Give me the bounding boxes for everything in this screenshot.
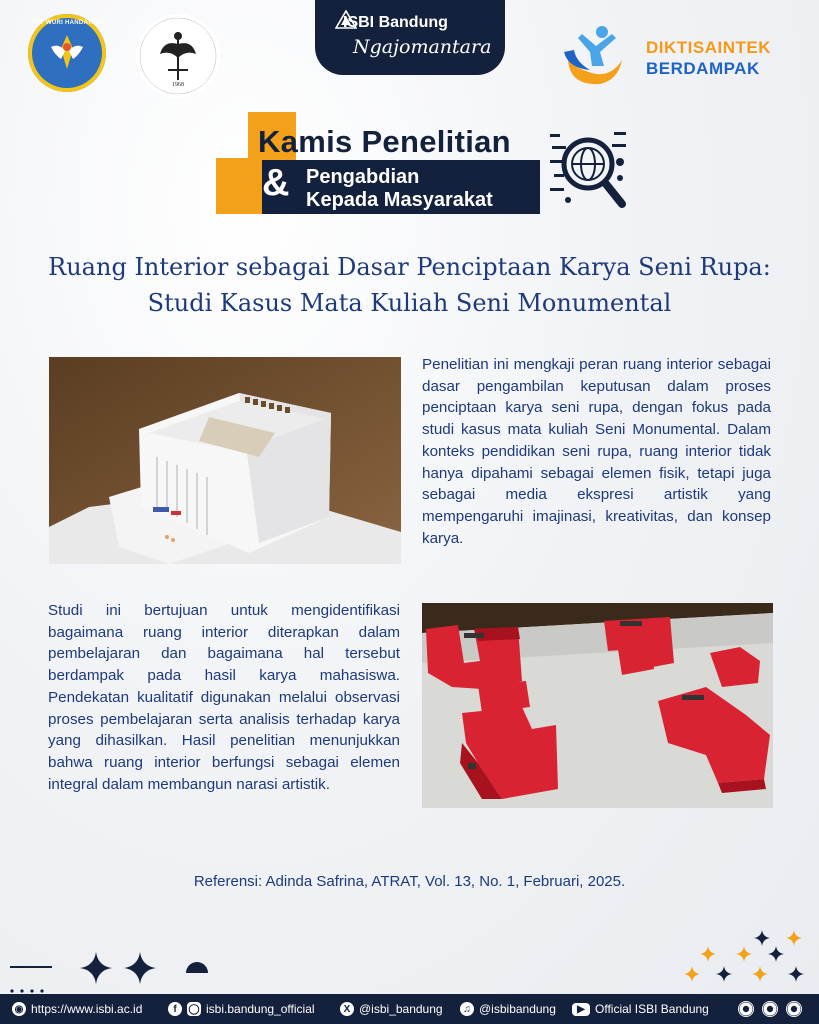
article-paragraph-2: Studi ini bertujuan untuk mengidentifikasi bagaimana ruang interior diterapkan dalam pembelajaran dan bagaimana hal tersebut berdampak pada hasil karya mahasiswa. Pendekatan kualitatif digunakan melalui observasi proses pembelajaran serta analisis terhadap karya yang dihasilkan. Hasil penelitian menunjukkan bahwa ruang interior berfungsi sebagai elemen integral dalam membangun narasi artistik. bbox=[48, 602, 400, 793]
decor-half-circle bbox=[186, 962, 208, 973]
garuda-emblem-icon bbox=[43, 29, 91, 77]
isbi-logo-year: 1968 bbox=[172, 82, 184, 88]
batik-ornament-icon bbox=[738, 1001, 754, 1017]
decor-dots bbox=[10, 980, 52, 984]
dikti-line1: DIKTISAINTEK bbox=[646, 38, 771, 57]
tiktok-icon: ♫ bbox=[460, 1002, 474, 1016]
banner-subtitle-line2: Kepada Masyarakat bbox=[306, 189, 493, 211]
banner-orange-block-bottom bbox=[216, 158, 266, 214]
banner-subtitle-box bbox=[262, 160, 540, 214]
article-title-line2: Studi Kasus Mata Kuliah Seni Monumental bbox=[147, 289, 672, 317]
footer-tiktok-text: @isbibandung bbox=[479, 1002, 556, 1016]
article-title-line1: Ruang Interior sebagai Dasar Penciptaan Karya Seni Rupa: bbox=[48, 253, 771, 281]
instagram-icon: ◯ bbox=[188, 1003, 200, 1015]
badge-title: ISBI Bandung bbox=[343, 14, 448, 31]
article-title bbox=[20, 249, 799, 321]
decor-sparkle-icon bbox=[124, 952, 156, 984]
reference-citation: Referensi: Adinda Safrina, ATRAT, Vol. 13, No. 1, Februari, 2025. bbox=[193, 873, 626, 890]
facebook-icon: f bbox=[168, 1002, 182, 1016]
footer-youtube-text: Official ISBI Bandung bbox=[595, 1002, 709, 1016]
red-sculpture-models-photo bbox=[422, 603, 773, 808]
decor-stars-cluster-icon bbox=[684, 928, 804, 988]
youtube-icon: ▶ bbox=[572, 1003, 590, 1016]
footer-x[interactable] bbox=[340, 994, 443, 1024]
isbi-institute-logo bbox=[136, 14, 220, 98]
social-footer bbox=[0, 994, 819, 1024]
banner-subtitle-line1: Pengabdian bbox=[306, 166, 420, 188]
footer-tiktok[interactable] bbox=[460, 994, 556, 1024]
white-building-model-photo bbox=[49, 357, 401, 564]
badge-subtitle: Ngajomantara bbox=[353, 36, 492, 58]
banner-ampersand: & bbox=[262, 162, 290, 204]
footer-instagram-text: isbi.bandung_official bbox=[206, 1002, 315, 1016]
tut-wuri-handayani-logo bbox=[28, 14, 106, 92]
footer-website[interactable] bbox=[12, 994, 142, 1024]
research-globe-magnifier-icon bbox=[548, 126, 630, 210]
globe-icon: ◉ bbox=[12, 1002, 26, 1016]
x-twitter-icon: X bbox=[340, 1002, 354, 1016]
decor-sparkle-icon bbox=[80, 952, 112, 984]
batik-ornament-icon bbox=[786, 1001, 802, 1017]
decor-dash-top bbox=[10, 966, 52, 968]
diktisaintek-figure-icon bbox=[560, 20, 632, 90]
footer-facebook-instagram[interactable] bbox=[168, 994, 315, 1024]
banner-title: Kamis Penelitian bbox=[258, 124, 511, 159]
batik-ornament-icon bbox=[762, 1001, 778, 1017]
footer-x-text: @isbi_bandung bbox=[359, 1002, 443, 1016]
diktisaintek-logo bbox=[560, 20, 800, 90]
logo-ring-text: TUT WURI HANDAYANI bbox=[31, 20, 103, 26]
footer-youtube[interactable] bbox=[572, 994, 709, 1024]
footer-website-text: https://www.isbi.ac.id bbox=[31, 1002, 143, 1016]
article-paragraph-1: Penelitian ini mengkaji peran ruang interior sebagai dasar pengambilan keputusan dalam proses penciptaan karya seni rupa, dengan fokus pada studi kasus mata kuliah Seni Monumental. Dalam konteks pendidikan seni rupa, ruang interior tidak hanya dipahami sebagai elemen fisik, tetapi juga sebagai media ekspresi artistik yang mempengaruhi imajinasi, kreativitas, dan konsep karya. bbox=[422, 356, 771, 547]
dikti-line2: BERDAMPAK bbox=[646, 59, 760, 78]
isbi-ngajomantara-badge bbox=[315, 0, 505, 75]
